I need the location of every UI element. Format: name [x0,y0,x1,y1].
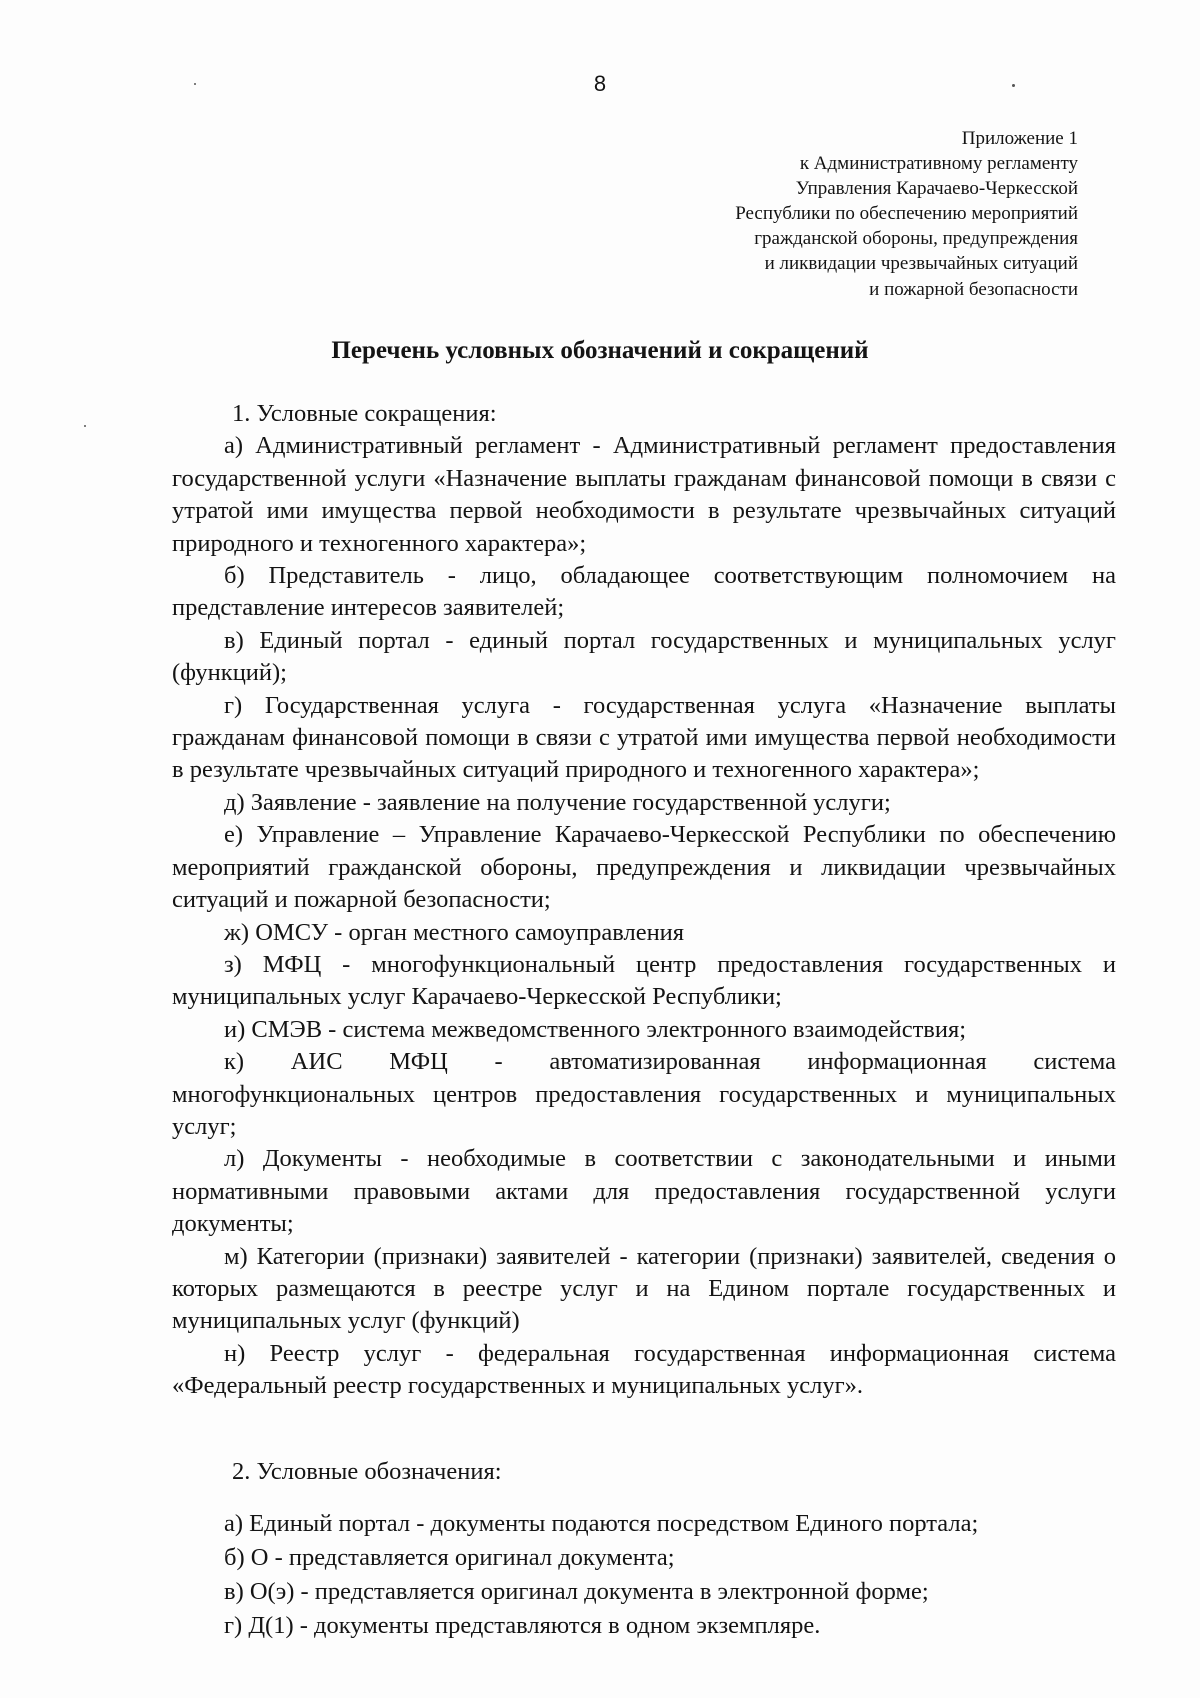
appendix-line: и ликвидации чрезвычайных ситуаций [764,253,1078,275]
list-item: а) Единый портал - документы подаются посредством Единого портала; [224,1510,979,1537]
list-item: и) СМЭВ - система межведомственного электронного взаимодействия; [224,1015,967,1043]
list-item: е) Управление – Управление Карачаево-Черкесской Республики по обеспечению мероприятий гражданской обороны, предупреждения и ликвидации чрезвычайных ситуаций и пожарной безопасности; [172,821,1116,914]
section-symbols [172,1455,1116,1643]
section-heading: 2. Условные обозначения: [232,1458,502,1485]
list-item: н) Реестр услуг - федеральная государственная информационная система «Федеральный реестр государственных и муниципальных услуг». [172,1339,1116,1400]
list-item: л) Документы - необходимые в соответствии с законодательными и иными нормативными правовыми актами для предоставления государственной услуги документы; [172,1145,1116,1238]
page-number: 8 [593,71,607,96]
scan-speck [84,425,86,427]
list-item: к) АИС МФЦ - автоматизированная информационная система многофункциональных центров предоставления государственных и муниципальных услуг; [172,1048,1116,1140]
list-item: ж) ОМСУ - орган местного самоуправления [224,918,685,946]
list-item: м) Категории (признаки) заявителей - категории (признаки) заявителей, сведения о которых размещаются в реестре услуг и на Едином портале государственных и муниципальных услуг (функций) [172,1242,1116,1335]
appendix-line: и пожарной безопасности [869,278,1078,300]
appendix-line: Республики по обеспечению мероприятий [735,203,1078,225]
section-heading: 1. Условные сокращения: [232,400,497,427]
list-item: а) Административный регламент - Административный регламент предоставления государственной услуги «Назначение выплаты гражданам финансовой помощи в связи с утратой ими имущества первой необходимости в результате чрезвычайных ситуаций природного и техногенного характера»; [172,432,1116,557]
appendix-line: гражданской обороны, предупреждения [754,228,1078,250]
appendix-line: Приложение 1 [961,128,1078,149]
list-item: г) Д(1) - документы представляются в одном экземпляре. [224,1612,821,1639]
list-item: г) Государственная услуга - государственная услуга «Назначение выплаты гражданам финансовой помощи в связи с утратой ими имущества первой необходимости в результате чрезвычайных ситуаций природного и техногенного характера»; [172,691,1116,784]
appendix-line: Управления Карачаево-Черкесской [795,178,1078,200]
appendix-header [735,126,1078,302]
list-item: в) Единый портал - единый портал государственных и муниципальных услуг (функций); [172,626,1116,687]
appendix-line: к Административному регламенту [799,153,1078,175]
list-item: д) Заявление - заявление на получение государственной услуги; [224,788,891,816]
list-item: з) МФЦ - многофункциональный центр предоставления государственных и муниципальных услуг Карачаево-Черкесской Республики; [172,950,1116,1011]
list-item: в) О(э) - представляется оригинал документа в электронной форме; [224,1578,929,1605]
list-item: б) О - представляется оригинал документа; [224,1544,675,1571]
list-item: б) Представитель - лицо, обладающее соответствующим полномочием на представление интересов заявителей; [172,562,1116,622]
document-title: Перечень условных обозначений и сокращений [331,337,869,364]
section-abbreviations [172,398,1116,1403]
